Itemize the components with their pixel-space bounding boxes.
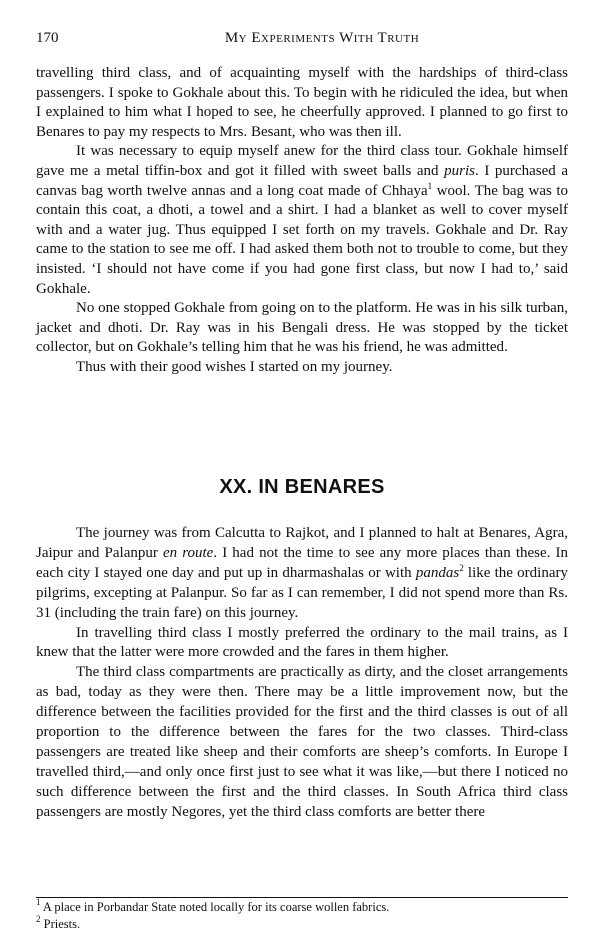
paragraph bbox=[36, 142, 568, 299]
paragraph-text: wool. The bag was to contain this coat, a dhoti, a towel and a shirt. I had a blanket as well to cover myself with and a water jug. Thus equipped I set forth on my travels. Gokhale and Dr. Ray came to the station to see me off. I had asked them both not to trouble to come, but they insisted. ‘I should not have come if you had gone first class, but now I had to,’ said Gokhale. bbox=[36, 182, 568, 297]
italic-term: puris bbox=[444, 162, 475, 179]
running-head: My Experiments With Truth bbox=[224, 30, 420, 46]
italic-term: en route bbox=[162, 544, 214, 561]
page-number: 170 bbox=[36, 30, 59, 46]
paragraph-text: In travelling third class I mostly preferred the ordinary to the mail trains, as I knew that the latter were more crowded and the fares in them higher. bbox=[36, 624, 568, 661]
paragraph-text: travelling third class, and of acquainting myself with the hardships of third-class passengers. I spoke to Gokhale about this. To begin with he ridiculed the idea, but when I explained to him what I hoped to see, he cheerfully approved. I planned to go first to Benares to pay my respects to Mrs. Besant, who was then ill. bbox=[36, 65, 568, 140]
paragraph-text: Thus with their good wishes I started on my journey. bbox=[76, 358, 393, 375]
paragraph-text: It was necessary to equip myself anew for the third class tour. Gokhale himself gave me a metal tiffin-box and got it filled with sweet balls and bbox=[36, 143, 568, 179]
paragraph-text: The journey was from Calcutta to Rajkot, and I planned to halt at Benares, Agra, Jaipur and Palanpur bbox=[36, 525, 568, 561]
paragraph bbox=[36, 358, 568, 378]
paragraph bbox=[36, 64, 568, 142]
footnote-text: Priests. bbox=[40, 917, 81, 931]
paragraph bbox=[36, 524, 568, 624]
page-header bbox=[36, 28, 568, 52]
chapter-title: XX. IN BENARES bbox=[219, 476, 385, 498]
paragraph bbox=[36, 663, 568, 822]
paragraph bbox=[36, 299, 568, 358]
paragraph-text: like the ordinary pilgrims, excepting at Palanpur. So far as I can remember, I did not spend more than Rs. 31 (including the train fare) on this journey. bbox=[36, 564, 569, 621]
footnote-divider bbox=[36, 897, 568, 898]
body-text bbox=[36, 64, 568, 378]
footnotes bbox=[36, 899, 568, 933]
footnote-2 bbox=[36, 916, 568, 933]
chapter-body-text bbox=[36, 524, 568, 823]
paragraph bbox=[36, 624, 568, 664]
paragraph-text: The third class compartments are practically as dirty, and the closet arrangements as bad, today as they were then. There may be a little improvement now, but the difference between the facilities provided for the first and the third classes is out of all proportion to the difference between the fares for the two classes. Third-class passengers are treated like sheep and their comforts are sheep’s comforts. In Europe I travelled third,—and only once first just to see what it was like,—but there I noticed no such difference between the first and the third classes. In South Africa third class passengers are mostly Negores, yet the third class comforts are better there bbox=[36, 664, 568, 820]
italic-term: pandas bbox=[415, 564, 460, 581]
paragraph-text: No one stopped Gokhale from going on to the platform. He was in his silk turban, jacket and dhoti. Dr. Ray was in his Bengali dress. He was stopped by the ticket collector, but on Gokhale’s telling him that he was his friend, he was admitted. bbox=[36, 300, 568, 356]
footnote-1 bbox=[36, 899, 568, 916]
footnote-mark: 1 bbox=[36, 897, 41, 907]
paragraph-text: . I purchased a canvas bag worth twelve annas and a long coat made of Chhaya bbox=[36, 162, 568, 199]
footnote-mark: 2 bbox=[36, 914, 41, 924]
paragraph-text: . I had not the time to see any more places than these. In each city I stayed one day and put up in dharmashalas or with bbox=[36, 544, 568, 581]
footnote-ref: 1 bbox=[427, 180, 433, 191]
footnote-ref: 2 bbox=[459, 562, 464, 573]
footnote-text: A place in Porbandar State noted locally for its coarse wollen fabrics. bbox=[40, 900, 390, 914]
